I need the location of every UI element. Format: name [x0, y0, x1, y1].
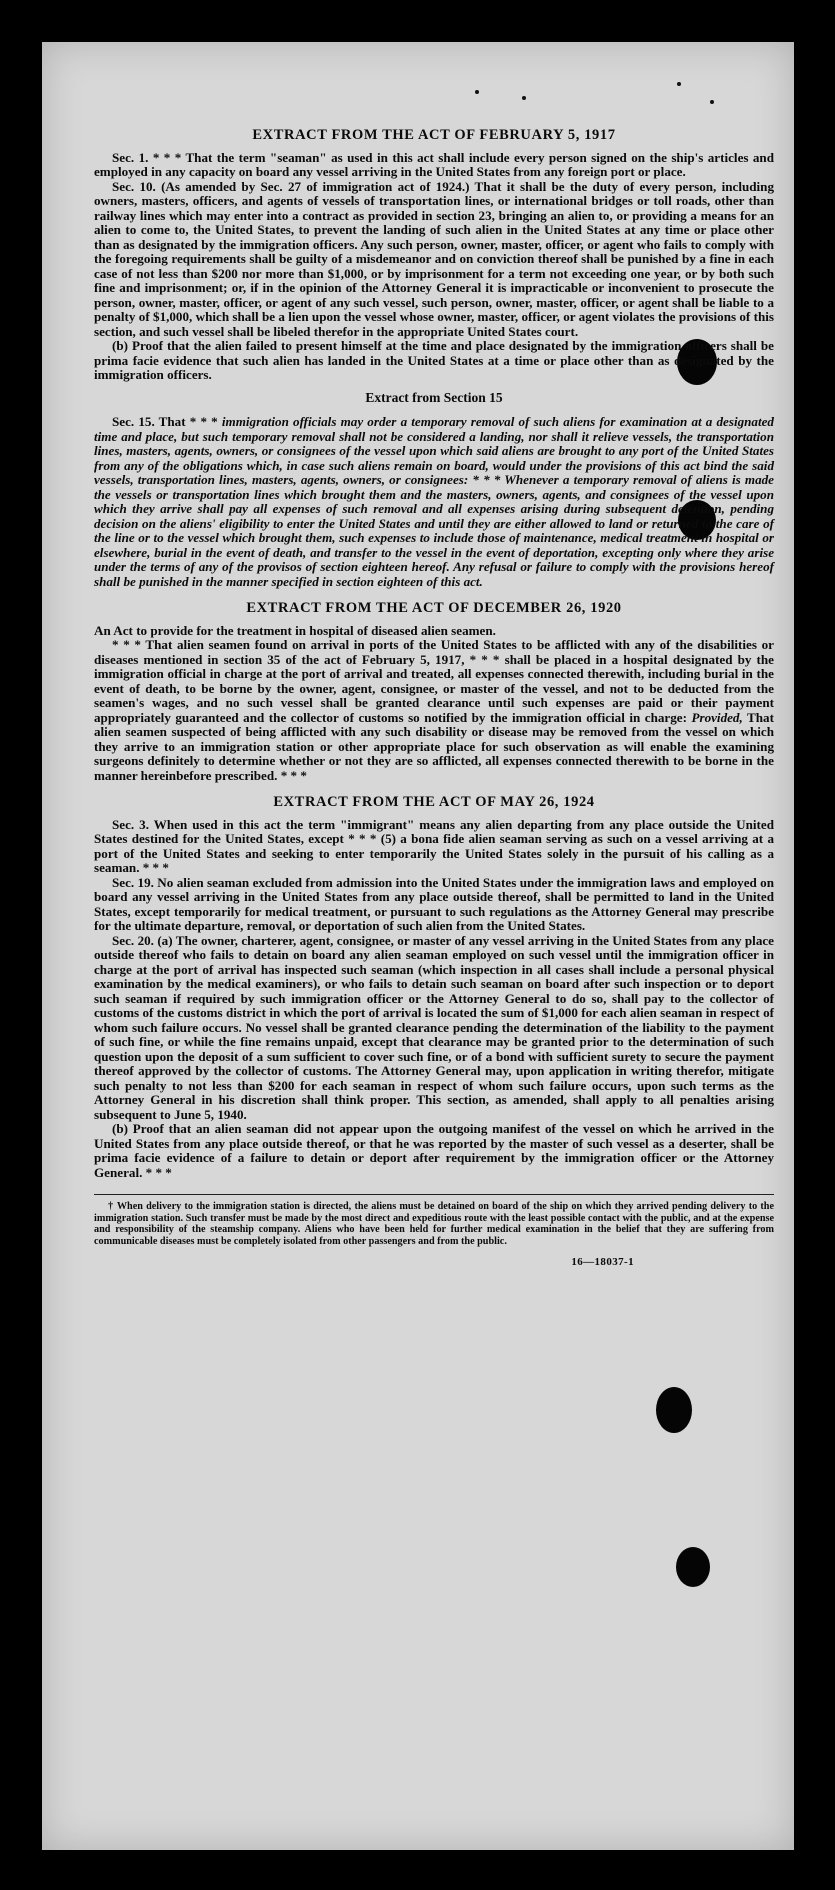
act-title: An Act to provide for the treatment in hospital of diseased alien seamen. — [94, 622, 496, 638]
paragraph — [94, 638, 774, 783]
ink-blot — [676, 1547, 710, 1587]
dust-speck — [677, 82, 681, 86]
paragraph: Sec. 20. (a) The owner, charterer, agent, consignee, or master of any vessel arriving in the United States from any place outside thereof who fails to detain on board any alien seaman employed on such vessel until the immigration officer in charge at the port of arrival has inspected such seaman (which inspection in all cases shall include a personal physical examination by the medical examiners), or who fails to detain such seaman on board after such inspection or to deport such seaman if required by such immigration officer or the Attorney General to do so, shall pay to the collector of customs of the customs district in which the port of arrival is located the sum of $1,000 for each alien seaman in respect of whom such failure occurs. No vessel shall be granted clearance pending the determination of the liability to the payment of such fine, or while the fine remains unpaid, except that clearance may be granted prior to the determination of such question upon the deposit of a sum sufficient to cover such fine, or of a bond with sufficient surety to secure the payment thereof approved by the collector of customs. The Attorney General may, upon application in writing therefor, mitigate such penalty to not less than $200 for each seaman in respect of whom such failure occurs, upon such terms as the Attorney General in his discretion shall think proper. This section, as amended, shall apply to all penalties arising subsequent to June 5, 1940. — [94, 932, 774, 1122]
paragraph-text: That alien seamen suspected of being afflicted with any such disability or disease may be removed from the vessel on which they arrive to an immigration station or other appropriate place for such observation as will enable the examining surgeons definitely to determine whether or not they are so afflicted, all expenses connected therewith to be borne in the manner hereinbefore prescribed. * * * — [94, 709, 774, 783]
paragraph-text: * * * That alien seamen found on arrival in ports of the United States to be afflicted with any of the disabilities or diseases mentioned in section 35 of the act of February 5, 1917, * * * shall be placed in a hospital designated by the immigration official in charge at the port of arrival and treated, all expenses connected therewith, including burial in the event of death, to be borne by the owner, agent, consignee, or master of the vessel, and not to be deducted from the seamen's wages, and no such vessel shall be granted clearance until such expenses are paid or their payment appropriately guaranteed and the collector of customs so notified by the immigration official in charge: — [94, 637, 774, 725]
paragraph: Sec. 19. No alien seaman excluded from admission into the United States under the immigration laws and employed on board any vessel arriving in the United States from any place outside thereof, shall be permitted to land in the United States, except temporarily for medical treatment, or pursuant to such regulations as the Attorney General may prescribe for the ultimate departure, removal, or deportation of such alien from the United States. — [94, 874, 774, 933]
proviso-label: Provided, — [691, 709, 743, 725]
footnote-text: † When delivery to the immigration station is directed, the aliens must be detained on board of the ship on which they arrived pending delivery to the immigration station. Such transfer must be made by the most direct and expeditious route with the least possible contact with the public, and at the expense and responsibility of the steamship company. Aliens who have been held for further medical examination in the belief that they are suffering from communicable diseases must be completely isolated from other passengers and from the public. — [94, 1201, 774, 1247]
paragraph: Sec. 10. (As amended by Sec. 27 of immigration act of 1924.) That it shall be the duty of every person, including owners, masters, officers, and agents of vessels of transportation lines, or international bridges or toll roads, other than railway lines which may enter into a contract as provided in section 23, bringing an alien to, or providing a means for an alien to come to, the United States, to prevent the landing of such alien in the United States at any time or place other than as designated by the immigration officers. Any such person, owner, master, officer, or agent who fails to comply with the foregoing requirements shall be guilty of a misdemeanor and on conviction thereof shall be punished by a fine in each case of not less than $200 nor more than $1,000, or by imprisonment for a term not exceeding one year, or by both such fine and imprisonment; or, if in the opinion of the Attorney General it is impracticable or inconvenient to prosecute the person, owner, master, officer, or agent of any such vessel, such person, owner, master, officer, or agent shall be liable to a penalty of $1,000, which shall be a lien upon the vessel whose owner, master, officer, or agent violates the provisions of this section, and such vessel shall be libeled therefor in the appropriate United States court. — [94, 178, 774, 339]
paragraph: Sec. 1. * * * That the term "seaman" as used in this act shall include every person signed on the ship's articles and employed in any capacity on board any vessel arriving in the United States from any foreign port or place. — [94, 149, 774, 179]
section-heading: EXTRACT FROM THE ACT OF FEBRUARY 5, 1917 — [252, 127, 616, 143]
document-page — [42, 42, 794, 1850]
dust-speck — [522, 96, 526, 100]
paragraph-italic — [94, 415, 774, 589]
paragraph: (b) Proof that an alien seaman did not appear upon the outgoing manifest of the vessel on which he arrived in the United States from any place outside thereof, or that he was reported by the master of such vessel as a deserter, shall be prima facie evidence of a failure to detain or deport after requirement by the immigration officer or the Attorney General. * * * — [94, 1121, 774, 1180]
footnote — [94, 1194, 774, 1247]
paragraph: (b) Proof that the alien failed to present himself at the time and place designated by the immigration officers shall be prima facie evidence that such alien has landed in the United States at a time or place other than as designated by the immigration officers. — [94, 338, 774, 382]
document-body — [94, 128, 774, 1270]
section-heading: EXTRACT FROM THE ACT OF MAY 26, 1924 — [273, 794, 595, 810]
subsection-heading: Extract from Section 15 — [365, 389, 503, 405]
paragraph: Sec. 3. When used in this act the term "immigrant" means any alien departing from any place outside the United States destined for the United States, except * * * (5) a bona fide alien seaman serving as such on a vessel arriving at a port of the United States and seeking to enter temporarily the United States solely in the pursuit of his calling as a seaman. * * * — [94, 816, 774, 875]
paragraph-lead: Sec. 15. That * * * — [112, 414, 218, 429]
dust-speck — [475, 90, 479, 94]
dust-speck — [710, 100, 714, 104]
ink-blot — [656, 1387, 692, 1433]
italic-text: immigration officials may order a temporary removal of such aliens for examination at a designated time and place, but such temporary removal shall not be considered a landing, nor shall it relieve vessels, the transportation lines, masters, agents, owners, or consignees of the vessel upon which said aliens are brought to any port of the United States from any of the obligations which, in case such aliens remain on board, would under the provisions of this act bind the said vessels, transportation lines, masters, agents, owners, or consignees: * * * Whenever a temporary removal of aliens is made the vessels or transportation lines which brought them and the masters, owners, agents, and consignees of the vessel upon which they arrive shall pay all expenses of such removal and all expenses arising during subsequent detention, pending decision on the aliens' eligibility to enter the United States and until they are either allowed to land or returned to the care of the line or to the vessel which brought them, such expenses to include those of maintenance, medical treatment in hospital or elsewhere, burial in the event of death, and transfer to the vessel in the event of deportation, excepting only where they arise under the terms of any of the provisos of section eighteen hereof. Any refusal or failure to comply with the provisions hereof shall be punished in the manner specified in section eighteen of this act. — [94, 414, 774, 589]
section-heading: EXTRACT FROM THE ACT OF DECEMBER 26, 1920 — [246, 600, 622, 616]
form-number: 16—18037-1 — [571, 1256, 634, 1269]
